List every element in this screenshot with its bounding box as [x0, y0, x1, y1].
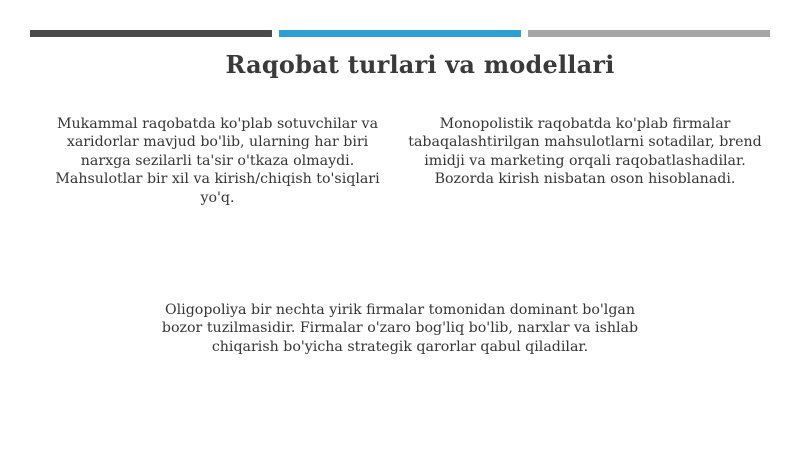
text-block-monopolistic-competition: Monopolistik raqobatda ko'plab firmalar tabaqalashtirilgan mahsulotlarni sotadilar, brend imidji va marketing orqali raqobatlashadilar. Bozorda kirish nisbatan oson hisoblanadi.: [408, 116, 762, 188]
text-block-perfect-competition: Mukammal raqobatda ko'plab sotuvchilar va xaridorlar mavjud bo'lib, ularning har biri narxga sezilarli ta'sir o'tkaza olmaydi. Mahsulotlar bir xil va kirish/chiqish to'siqlari yo'q.: [55, 116, 380, 206]
slide-title: Raqobat turlari va modellari: [225, 50, 615, 79]
text-block-oligopoly: Oligopoliya bir nechta yirik firmalar tomonidan dominant bo'lgan bozor tuzilmasidir. Firmalar o'zaro bog'liq bo'lib, narxlar va ishlab chiqarish bo'yicha strategik qarorlar qabul qiladilar.: [161, 302, 639, 355]
header-bar-gray: [528, 30, 770, 37]
header-bar-dark: [30, 30, 272, 37]
header-bar-blue: [279, 30, 521, 37]
